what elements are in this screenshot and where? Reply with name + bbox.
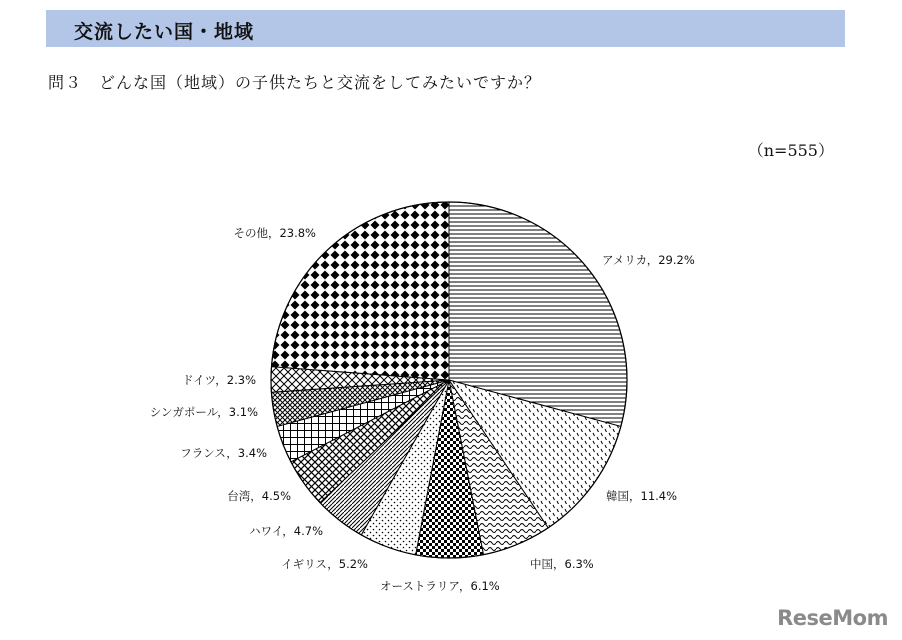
slice-label-2: 韓国，11.4%	[606, 489, 678, 503]
slice-label-1: アメリカ，29.2%	[602, 253, 695, 267]
resemom-logo: ReseMom	[777, 606, 888, 630]
slice-label-10: ドイツ，2.3%	[182, 373, 256, 387]
slice-label-6: ハワイ，4.7%	[249, 524, 323, 538]
slice-label-9: シンガポール，3.1%	[149, 405, 258, 419]
slice-label-8: フランス，3.4%	[180, 446, 267, 460]
slice-label-7: 台湾，4.5%	[227, 489, 291, 503]
sample-size: （n=555）	[747, 141, 834, 160]
slice-label-4: オーストラリア，6.1%	[380, 579, 500, 593]
slice-label-3: 中国，6.3%	[530, 557, 594, 571]
question-text: 問３ どんな国（地域）の子供たちと交流をしてみたいですか？	[48, 73, 542, 92]
slice-label-5: イギリス，5.2%	[281, 557, 368, 571]
page-title: 交流したい国・地域	[74, 21, 255, 43]
slice-label-11: その他，23.8%	[233, 226, 316, 240]
